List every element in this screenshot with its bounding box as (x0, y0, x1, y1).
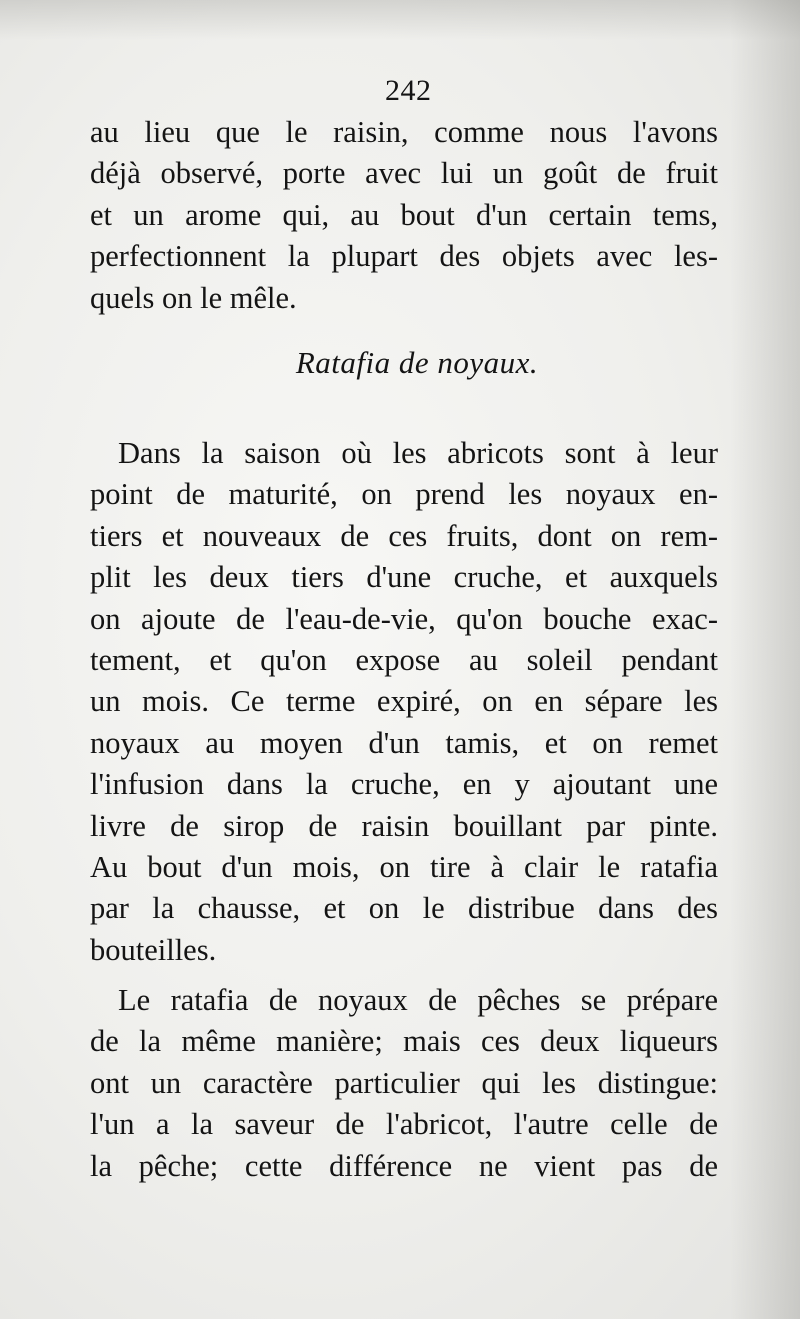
text-line: livre de sirop de raisin bouillant par pinte. (90, 808, 718, 843)
paragraph-recipe (90, 433, 718, 971)
text-line: au lieu que le raisin, comme nous l'avons (90, 115, 718, 149)
text-line: Le ratafia de noyaux de pêches se prépare (118, 983, 718, 1017)
text-line: et un arome qui, au bout d'un certain tems, (90, 197, 718, 232)
text-line: plit les deux tiers d'une cruche, et auxquels (90, 560, 718, 595)
text-line: Dans la saison où les abricots sont à leur (118, 436, 718, 470)
text-line: de la même manière; mais ces deux liqueurs (90, 1024, 718, 1059)
text-line: tiers et nouveaux de ces fruits, dont on rem- (90, 518, 718, 553)
text-line: bouteilles. (90, 932, 217, 967)
paragraph-variation (90, 980, 718, 1187)
text-line: ont un caractère particulier qui les distingue: (90, 1065, 718, 1100)
page-right-shadow (730, 0, 800, 1319)
text-line: la pêche; cette différence ne vient pas de (90, 1148, 718, 1183)
text-line: déjà observé, porte avec lui un goût de fruit (90, 156, 718, 191)
text-line: noyaux au moyen d'un tamis, et on remet (90, 725, 718, 760)
section-heading (0, 345, 800, 381)
text-line: on ajoute de l'eau-de-vie, qu'on bouche exac- (90, 601, 718, 636)
text-line: perfectionnent la plupart des objets avec les- (90, 239, 718, 274)
section-heading-text: Ratafia de noyaux. (295, 345, 539, 380)
paragraph-continuation (90, 112, 718, 319)
text-line: l'infusion dans la cruche, en y ajoutant une (90, 767, 718, 802)
text-line: un mois. Ce terme expiré, on en sépare les (90, 684, 718, 719)
page-number: 242 (385, 74, 432, 107)
text-line: l'un a la saveur de l'abricot, l'autre celle de (90, 1107, 718, 1142)
text-line: Au bout d'un mois, on tire à clair le ratafia (90, 849, 718, 884)
text-line: quels on le mêle. (90, 280, 297, 315)
text-line: tement, et qu'on expose au soleil pendant (90, 642, 718, 677)
page-top-shadow (0, 0, 800, 40)
text-line: point de maturité, on prend les noyaux en- (90, 477, 718, 512)
text-line: par la chausse, et on le distribue dans des (90, 891, 718, 926)
